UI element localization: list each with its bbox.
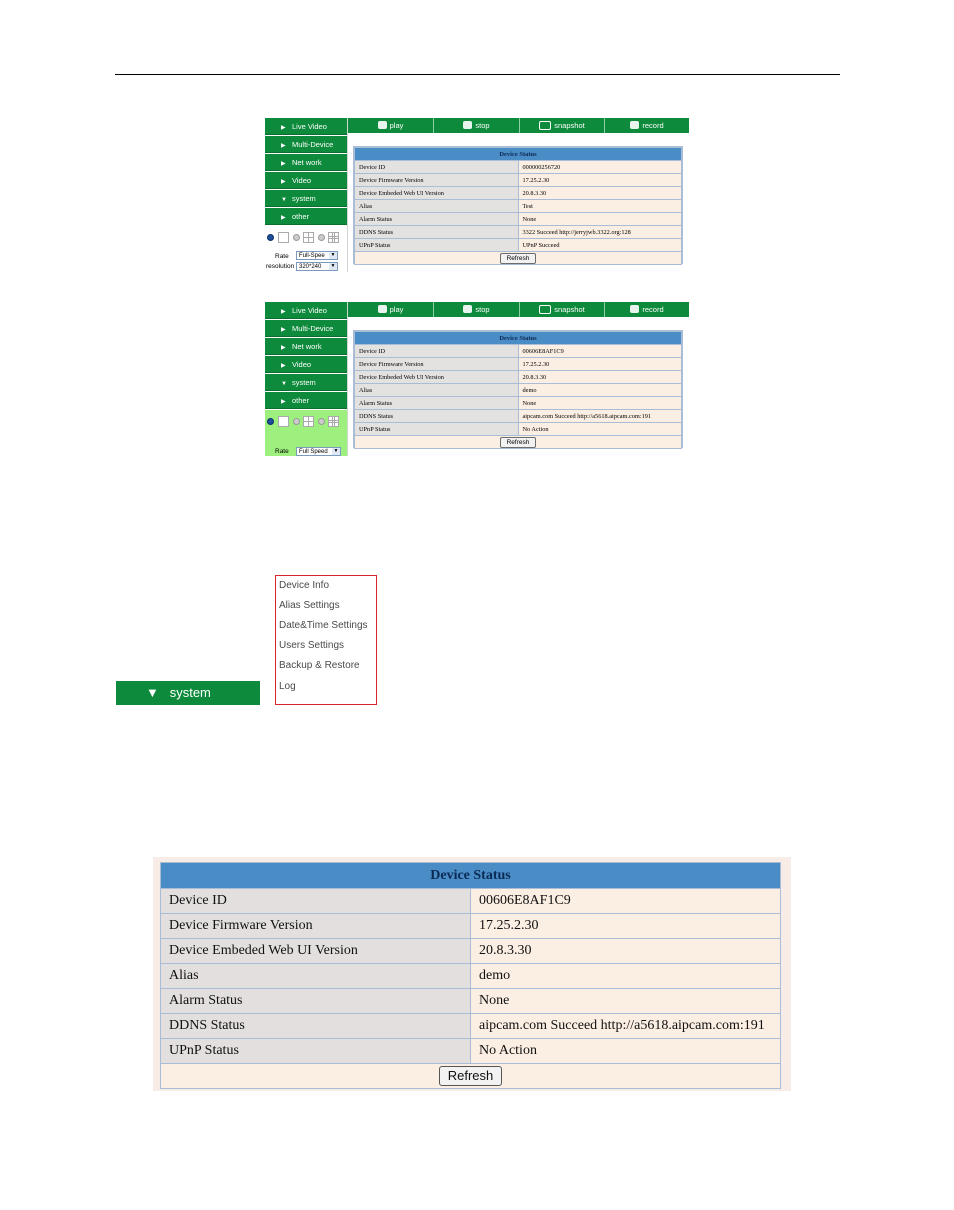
table-row: DDNS Status 3322 Succeed http://jerryjwb.3322.org:128 bbox=[355, 226, 682, 239]
table-row: Alarm Status None bbox=[161, 989, 781, 1014]
record-button[interactable]: record bbox=[605, 302, 689, 317]
refresh-button[interactable]: Refresh bbox=[500, 437, 537, 448]
single-view-icon[interactable] bbox=[278, 232, 289, 243]
arrow-down-icon: ▼ bbox=[281, 381, 287, 387]
view-controls bbox=[265, 226, 347, 272]
sidebar bbox=[265, 302, 347, 456]
arrow-right-icon: ▶ bbox=[281, 143, 286, 149]
snapshot-button[interactable]: snapshot bbox=[520, 118, 605, 133]
nav-multi-device[interactable]: ▶ Multi-Device bbox=[265, 136, 347, 153]
table-title: Device Status bbox=[161, 863, 781, 889]
table-row: Alias demo bbox=[355, 384, 682, 397]
table-title: Device Status bbox=[355, 148, 682, 161]
stop-icon bbox=[463, 305, 472, 313]
arrow-down-icon: ▼ bbox=[146, 685, 159, 700]
divider bbox=[347, 302, 348, 456]
camera-icon bbox=[539, 121, 551, 130]
nine-view-icon[interactable] bbox=[328, 416, 339, 427]
arrow-right-icon: ▶ bbox=[281, 363, 286, 369]
refresh-button[interactable]: Refresh bbox=[439, 1066, 503, 1086]
device-status-table-large bbox=[160, 862, 781, 1089]
camera-icon bbox=[539, 305, 551, 314]
snapshot-button[interactable]: snapshot bbox=[520, 302, 605, 317]
system-submenu bbox=[275, 575, 377, 705]
table-row: UPnP Status No Action bbox=[355, 423, 682, 436]
arrow-right-icon: ▶ bbox=[281, 309, 286, 315]
sidebar bbox=[265, 118, 347, 272]
nav-network[interactable]: ▶ Net work bbox=[265, 154, 347, 171]
nav-video[interactable]: ▶ Video bbox=[265, 172, 347, 189]
single-view-icon[interactable] bbox=[278, 416, 289, 427]
nav-network[interactable]: ▶ Net work bbox=[265, 338, 347, 355]
record-button[interactable]: record bbox=[605, 118, 689, 133]
play-button[interactable]: play bbox=[348, 118, 434, 133]
divider bbox=[347, 118, 348, 272]
view-radio-icon[interactable] bbox=[267, 418, 274, 425]
device-status-panel bbox=[353, 330, 683, 448]
record-icon bbox=[630, 121, 639, 129]
arrow-right-icon: ▶ bbox=[281, 327, 286, 333]
table-row: Device Embeded Web UI Version 20.8.3.30 bbox=[355, 187, 682, 200]
menu-item-datetime-settings[interactable]: Date&Time Settings bbox=[279, 620, 368, 631]
toolbar bbox=[348, 302, 689, 317]
view-radio-icon[interactable] bbox=[267, 234, 274, 241]
arrow-right-icon: ▶ bbox=[281, 125, 286, 131]
stop-button[interactable]: stop bbox=[434, 302, 520, 317]
view-radio-icon[interactable] bbox=[318, 234, 325, 241]
chevron-down-icon: ▼ bbox=[333, 448, 339, 454]
toolbar bbox=[348, 118, 689, 133]
header-rule bbox=[115, 74, 840, 75]
device-status-panel bbox=[353, 146, 683, 264]
stop-icon bbox=[463, 121, 472, 129]
arrow-right-icon: ▶ bbox=[281, 161, 286, 167]
nav-system[interactable]: ▼ system bbox=[265, 190, 347, 207]
arrow-right-icon: ▶ bbox=[281, 179, 286, 185]
nav-multi-device[interactable]: ▶ Multi-Device bbox=[265, 320, 347, 337]
screenshot-2 bbox=[265, 302, 689, 456]
view-radio-icon[interactable] bbox=[293, 234, 300, 241]
menu-item-log[interactable]: Log bbox=[279, 681, 296, 692]
chevron-down-icon: ▼ bbox=[330, 263, 336, 269]
play-button[interactable]: play bbox=[348, 302, 434, 317]
arrow-right-icon: ▶ bbox=[281, 399, 286, 405]
rate-label: Rate bbox=[275, 448, 289, 455]
table-row: UPnP Status No Action bbox=[161, 1039, 781, 1064]
arrow-right-icon: ▶ bbox=[281, 215, 286, 221]
table-row: Device ID 000000256720 bbox=[355, 161, 682, 174]
table-row: DDNS Status aipcam.com Succeed http://a5618.aipcam.com:191 bbox=[355, 410, 682, 423]
resolution-label: resolution bbox=[266, 263, 295, 270]
table-row: Alias demo bbox=[161, 964, 781, 989]
table-row: Alarm Status None bbox=[355, 397, 682, 410]
menu-item-device-info[interactable]: Device Info bbox=[279, 580, 330, 591]
table-row: Device Firmware Version 17.25.2.30 bbox=[161, 914, 781, 939]
table-row: Device ID 00606E8AF1C9 bbox=[161, 889, 781, 914]
resolution-select[interactable]: 320*240 ▼ bbox=[296, 262, 338, 271]
table-row: Device Embeded Web UI Version 20.8.3.30 bbox=[355, 371, 682, 384]
nav-live-video[interactable]: ▶ Live Video bbox=[265, 118, 347, 135]
rate-select[interactable]: Full-Spee ▼ bbox=[296, 251, 338, 260]
view-controls bbox=[265, 410, 347, 456]
nav-video[interactable]: ▶ Video bbox=[265, 356, 347, 373]
arrow-down-icon: ▼ bbox=[281, 197, 287, 203]
table-row: DDNS Status aipcam.com Succeed http://a5618.aipcam.com:191 bbox=[161, 1014, 781, 1039]
arrow-right-icon: ▶ bbox=[281, 345, 286, 351]
table-row: Device Firmware Version 17.25.2.30 bbox=[355, 174, 682, 187]
chevron-down-icon: ▼ bbox=[330, 252, 336, 258]
device-status-table bbox=[354, 147, 682, 265]
nav-live-video[interactable]: ▶ Live Video bbox=[265, 302, 347, 319]
play-icon bbox=[378, 305, 387, 313]
rate-label: Rate bbox=[275, 253, 289, 260]
stop-button[interactable]: stop bbox=[434, 118, 520, 133]
view-radio-icon[interactable] bbox=[318, 418, 325, 425]
system-menu-button[interactable]: ▼ system bbox=[116, 681, 260, 705]
nav-system[interactable]: ▼ system bbox=[265, 374, 347, 391]
rate-select[interactable]: Full Speed ▼ bbox=[296, 447, 341, 456]
screenshot-1 bbox=[265, 118, 689, 272]
device-status-table bbox=[354, 331, 682, 449]
table-row: Alias Test bbox=[355, 200, 682, 213]
record-icon bbox=[630, 305, 639, 313]
table-row: UPnP Status UPnP Succeed bbox=[355, 239, 682, 252]
view-radio-icon[interactable] bbox=[293, 418, 300, 425]
menu-item-users-settings[interactable]: Users Settings bbox=[279, 640, 345, 651]
menu-item-backup-restore[interactable]: Backup & Restore bbox=[279, 660, 360, 671]
table-row: Device Firmware Version 17.25.2.30 bbox=[355, 358, 682, 371]
nine-view-icon[interactable] bbox=[328, 232, 339, 243]
play-icon bbox=[378, 121, 387, 129]
quad-view-icon[interactable] bbox=[303, 232, 314, 243]
table-row: Alarm Status None bbox=[355, 213, 682, 226]
nav-other[interactable]: ▶ other bbox=[265, 392, 347, 409]
nav-other[interactable]: ▶ other bbox=[265, 208, 347, 225]
quad-view-icon[interactable] bbox=[303, 416, 314, 427]
refresh-button[interactable]: Refresh bbox=[500, 253, 537, 264]
table-row: Device Embeded Web UI Version 20.8.3.30 bbox=[161, 939, 781, 964]
menu-item-alias-settings[interactable]: Alias Settings bbox=[279, 600, 340, 611]
table-title: Device Status bbox=[355, 332, 682, 345]
table-row: Device ID 00606E8AF1C9 bbox=[355, 345, 682, 358]
